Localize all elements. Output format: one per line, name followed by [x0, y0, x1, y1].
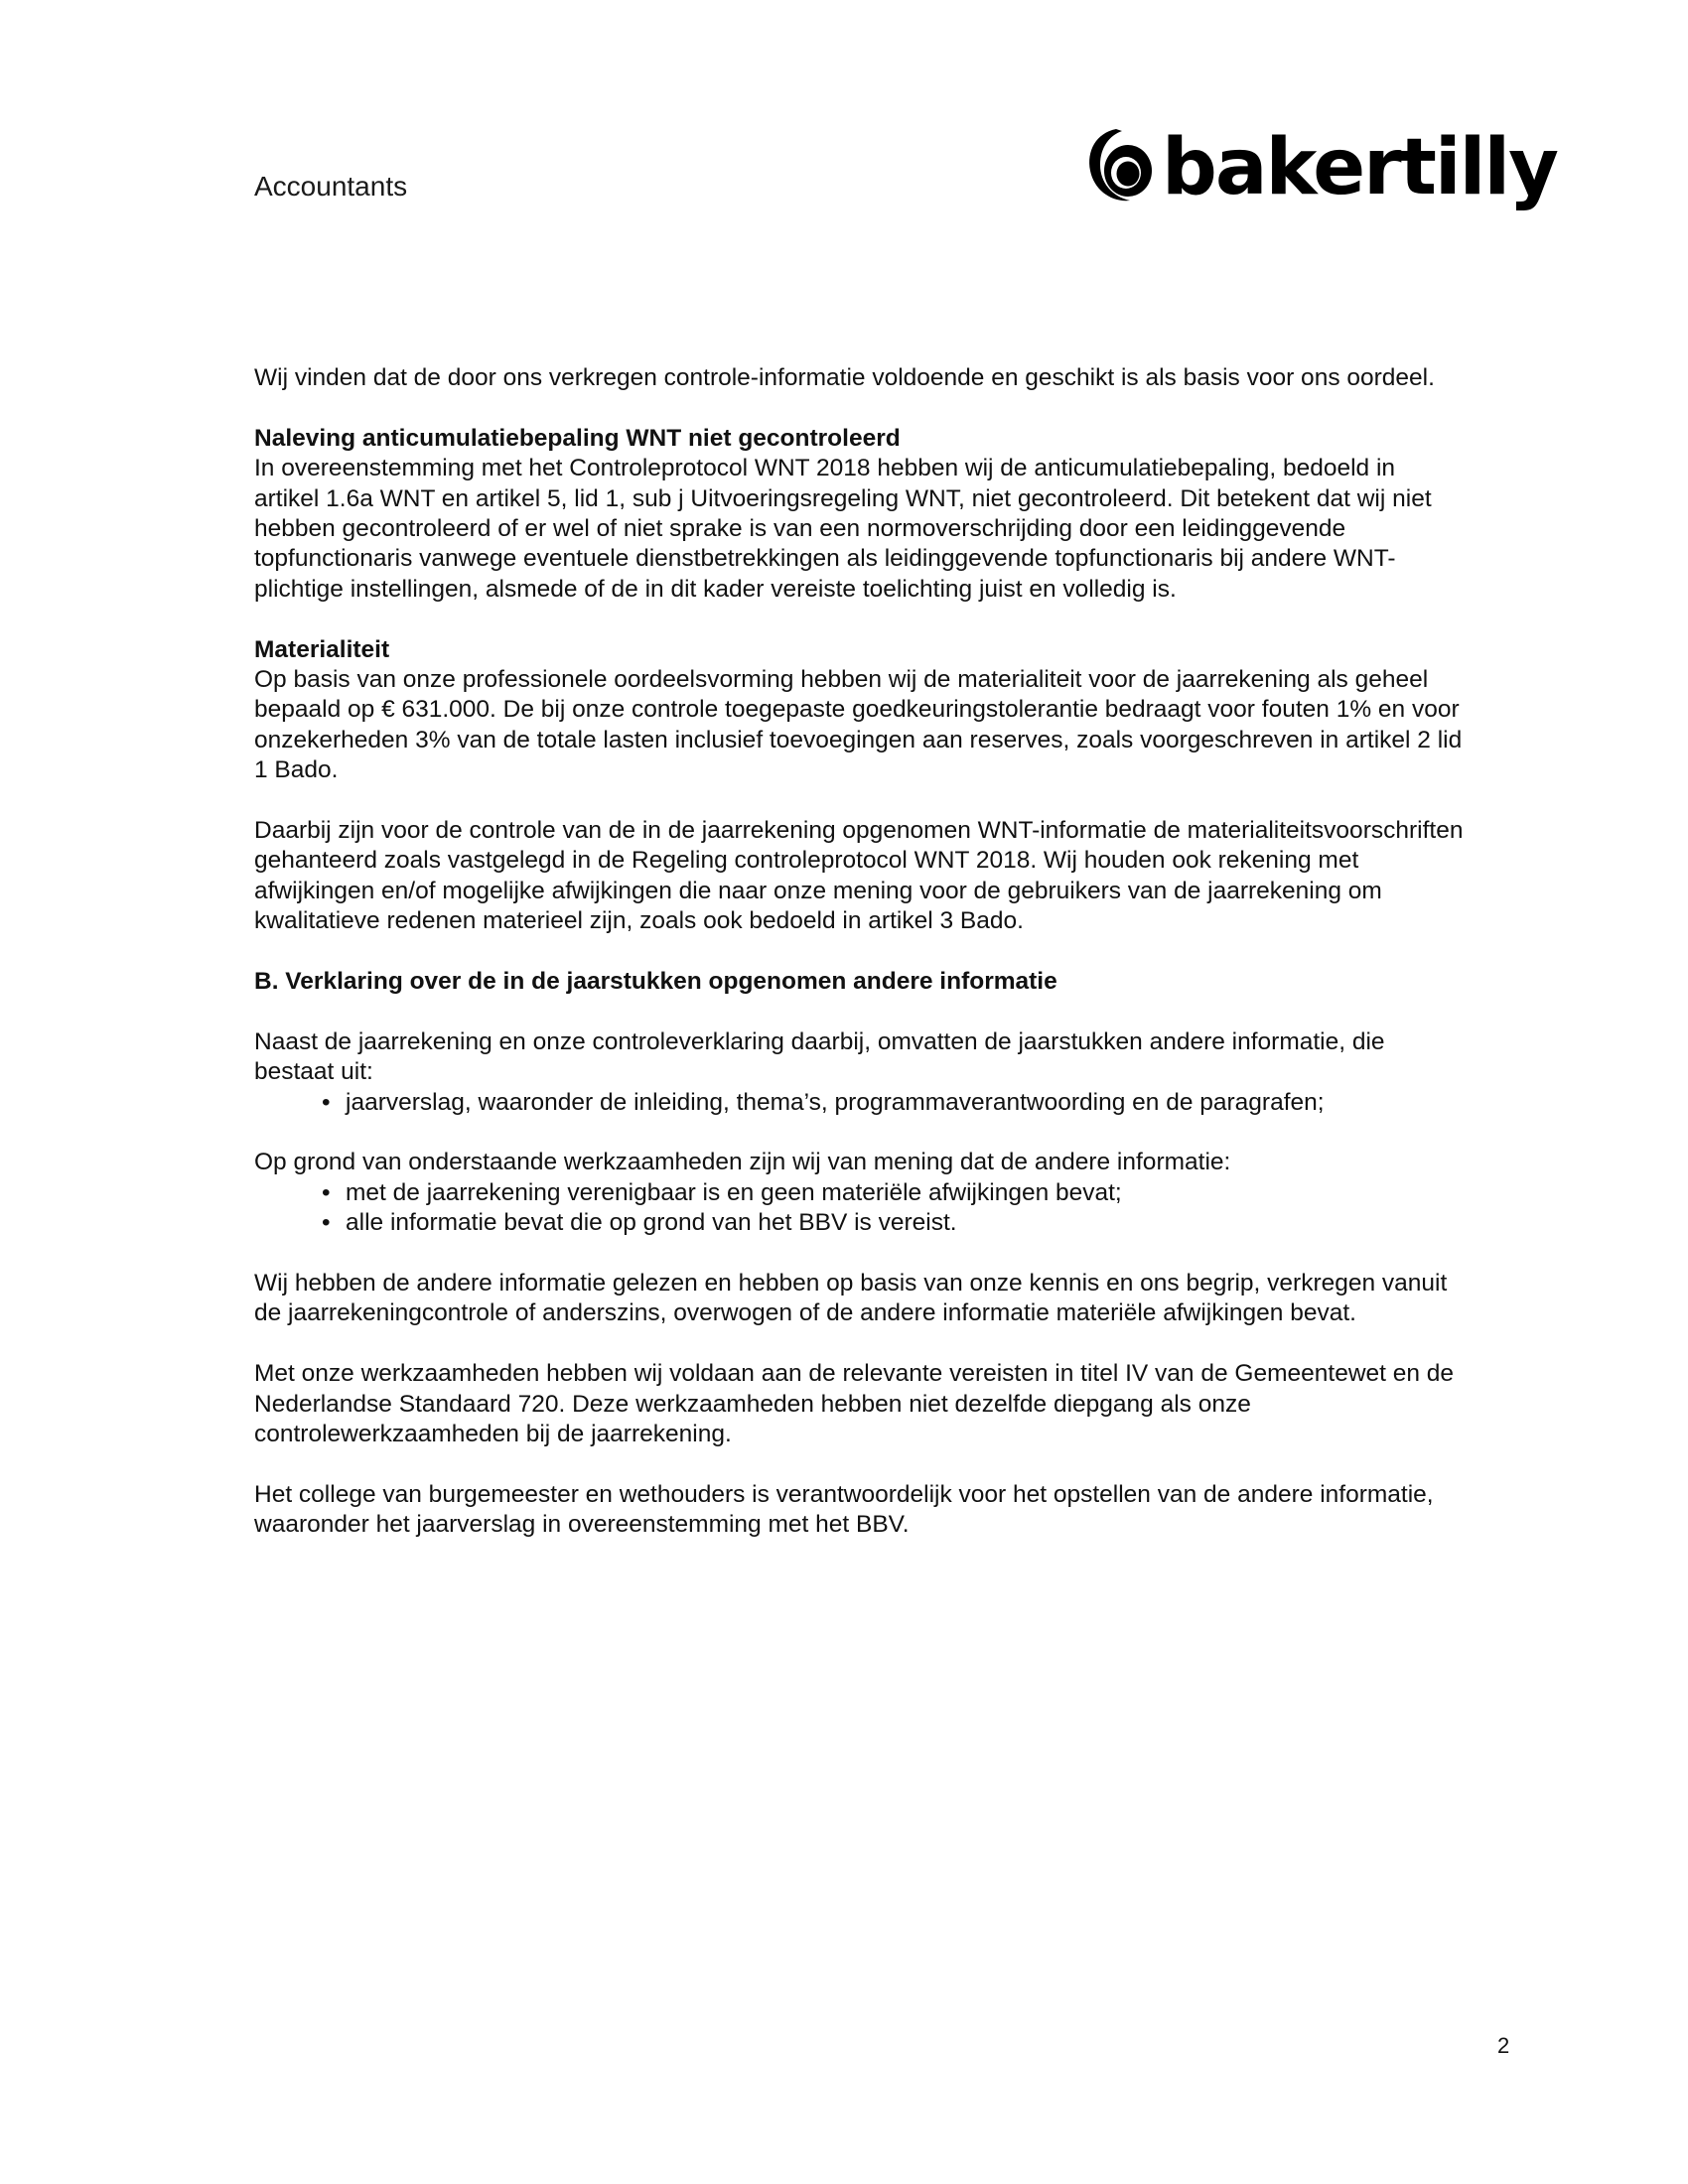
bullet-icon: •: [322, 1178, 331, 1206]
section-b-intro: Naast de jaarrekening en onze controleverklaring daarbij, omvatten de jaarstukken andere informatie, die bestaat uit:: [254, 1027, 1385, 1086]
bakertilly-logo: [1082, 117, 1557, 212]
college-paragraph: Het college van burgemeester en wethouders is verantwoordelijk voor het opstellen van de andere informatie, waaronder het jaarverslag in overeenstemming met het BBV.: [254, 1480, 1434, 1539]
materiality-heading: Materialiteit: [254, 635, 390, 663]
wnt-paragraph: In overeenstemming met het Controleprotocol WNT 2018 hebben wij de anticumulatiebepaling, bedoeld in artikel 1.6a WNT en artikel 5, lid 1, sub j Uitvoeringsregeling WNT, niet gecontroleerd. Dit betekent dat wij niet hebben gecontroleerd of er wel of niet sprake is van een normoverschrijding door een leidinggevende topfunctionaris vanwege eventuele dienstbetrekkingen als leidinggevende topfunctionaris bij andere WNT-plichtige instellingen, alsmede of de in dit kader vereiste toelichting juist en volledig is.: [254, 455, 1432, 603]
intro-paragraph: Wij vinden dat de door ons verkregen controle-informatie voldoende en geschikt is als basis voor ons oordeel.: [254, 364, 1435, 391]
list-item: • met de jaarrekening verenigbaar is en geen materiële afwijkingen bevat;: [254, 1178, 1466, 1208]
section-b-heading: B. Verklaring over de in de jaarstukken opgenomen andere informatie: [254, 968, 1057, 996]
work-paragraph: Met onze werkzaamheden hebben wij voldaan aan de relevante vereisten in titel IV van de Gemeentewet en de Nederlandse Standaard 720. Deze werkzaamheden hebben niet dezelfde diepgang als onze controlewerkzaamheden bij de jaarrekening.: [254, 1360, 1455, 1448]
opinion-list: [254, 1178, 1466, 1239]
materiality-wnt-paragraph: Daarbij zijn voor de controle van de in de jaarrekening opgenomen WNT-informatie de materialiteitsvoorschriften gehanteerd zoals vastgelegd in de Regeling controleprotocol WNT 2018. Wij houden ook rekening met afwijkingen en/of mogelijke afwijkingen die naar onze mening voor de gebruikers van de jaarrekening om kwalitatieve redenen materieel zijn, zoals ook bedoeld in artikel 3 Bado.: [254, 817, 1464, 935]
bullet-icon: •: [322, 1088, 331, 1116]
read-paragraph: Wij hebben de andere informatie gelezen en hebben op basis van onze kennis en ons begrip, verkregen vanuit de jaarrekeningcontrole of anderszins, overwogen of de andere informatie materiële afwijkingen bevat.: [254, 1270, 1448, 1327]
bakertilly-swirl-icon: [1082, 125, 1158, 205]
materiality-paragraph: Op basis van onze professionele oordeelsvorming hebben wij de materialiteit voor de jaarrekening als geheel bepaald op € 631.000. De bij onze controle toegepaste goedkeuringstolerantie bedraagt voor fouten 1% en voor onzekerheden 3% van de totale lasten inclusief toevoegingen aan reserves, zoals voorgeschreven in artikel 2 lid 1 Bado.: [254, 666, 1463, 784]
bullet-icon: •: [322, 1209, 331, 1237]
logo-wordmark: bakertilly: [1162, 123, 1557, 212]
opinion-intro: Op grond van onderstaande werkzaamheden zijn wij van mening dat de andere informatie:: [254, 1149, 1231, 1176]
list-item: • alle informatie bevat die op grond van het BBV is vereist.: [254, 1208, 1466, 1238]
document-body: [254, 363, 1466, 1570]
list-item: • jaarverslag, waaronder de inleiding, thema’s, programmaverantwoording en de paragrafen;: [254, 1088, 1466, 1118]
other-info-list: [254, 1088, 1466, 1118]
header-department: Accountants: [254, 171, 408, 202]
wnt-heading: Naleving anticumulatiebepaling WNT niet gecontroleerd: [254, 424, 901, 452]
page-number: 2: [1497, 2033, 1510, 2058]
